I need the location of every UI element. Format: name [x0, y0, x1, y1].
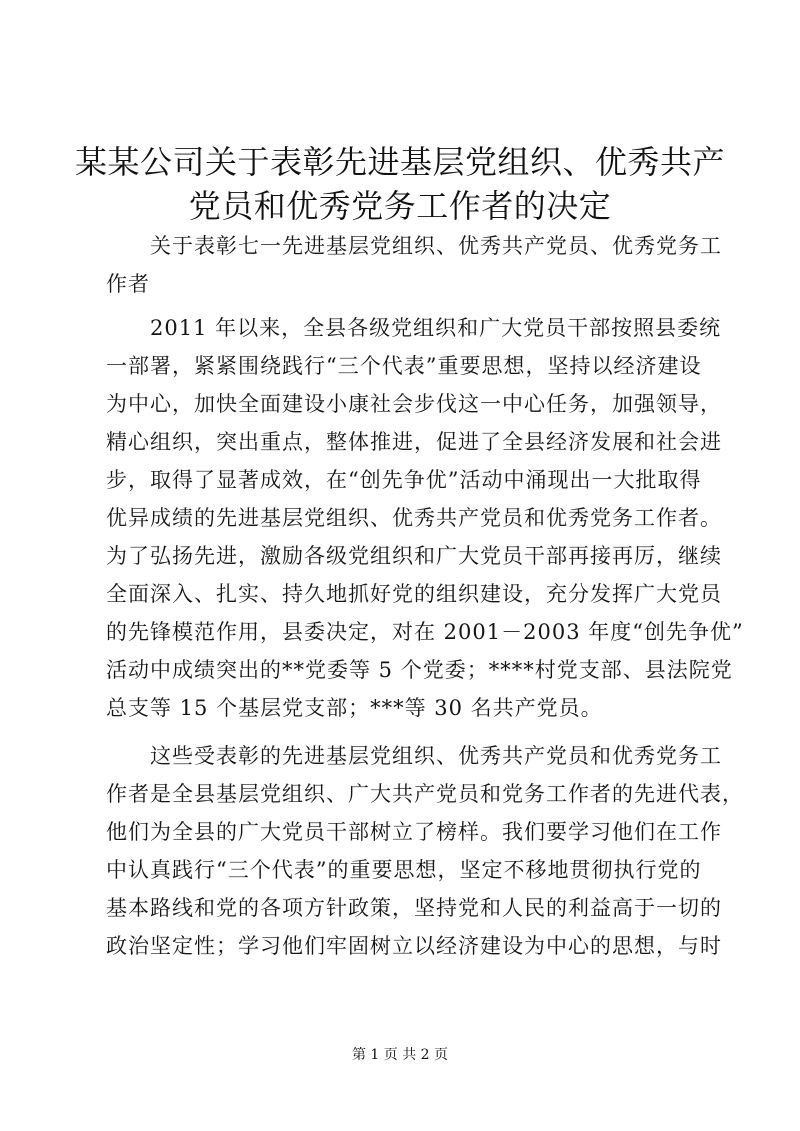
paragraph-1-line: 优异成绩的先进基层党组织、优秀共产党员和优秀党务工作者。	[106, 506, 722, 530]
paragraph-1-line: 为了弘扬先进，激励各级党组织和广大党员干部再接再厉，继续	[106, 544, 722, 568]
paragraph-1-line: 为中心，加快全面建设小康社会步伐这一中心任务，加强领导，	[106, 392, 722, 416]
subtitle-line-1: 关于表彰七一先进基层党组织、优秀共产党员、优秀党务工	[150, 234, 722, 258]
paragraph-1-line: 2011 年以来，全县各级党组织和广大党员干部按照县委统	[150, 316, 722, 340]
paragraph-1-line: 的先锋模范作用，县委决定，对在 2001－2003 年度“创先争优”	[106, 620, 744, 644]
paragraph-2-line: 中认真践行“三个代表”的重要思想，坚定不移地贯彻执行党的	[106, 858, 702, 882]
document-title-line-1: 某某公司关于表彰先进基层党组织、优秀共产	[74, 143, 725, 181]
page-footer: 第 1 页 共 2 页	[351, 1047, 449, 1063]
paragraph-2-line: 作者是全县基层党组织、广大共产党员和党务工作者的先进代表，	[106, 782, 744, 806]
document-title-line-2: 党员和优秀党务工作者的决定	[188, 187, 612, 225]
paragraph-2-line: 基本路线和党的各项方针政策，坚持党和人民的利益高于一切的	[106, 896, 722, 920]
paragraph-2-line: 这些受表彰的先进基层党组织、优秀共产党员和优秀党务工	[150, 744, 722, 768]
paragraph-2-line: 政治坚定性；学习他们牢固树立以经济建设为中心的思想，与时	[106, 934, 722, 958]
paragraph-1-line: 一部署，紧紧围绕践行“三个代表”重要思想，坚持以经济建设	[106, 354, 702, 378]
subtitle-line-2: 作者	[106, 272, 150, 296]
paragraph-1-line: 精心组织，突出重点，整体推进，促进了全县经济发展和社会进	[106, 430, 722, 454]
paragraph-2-line: 他们为全县的广大党员干部树立了榜样。我们要学习他们在工作	[106, 820, 722, 844]
paragraph-1-line: 步，取得了显著成效，在“创先争优”活动中涌现出一大批取得	[106, 468, 702, 492]
paragraph-1-line: 全面深入、扎实、持久地抓好党的组织建设，充分发挥广大党员	[106, 582, 722, 606]
paragraph-1-line: 总支等 15 个基层党支部；***等 30 名共产党员。	[106, 696, 603, 720]
paragraph-1-line: 活动中成绩突出的**党委等 5 个党委；****村党支部、县法院党	[106, 658, 733, 682]
